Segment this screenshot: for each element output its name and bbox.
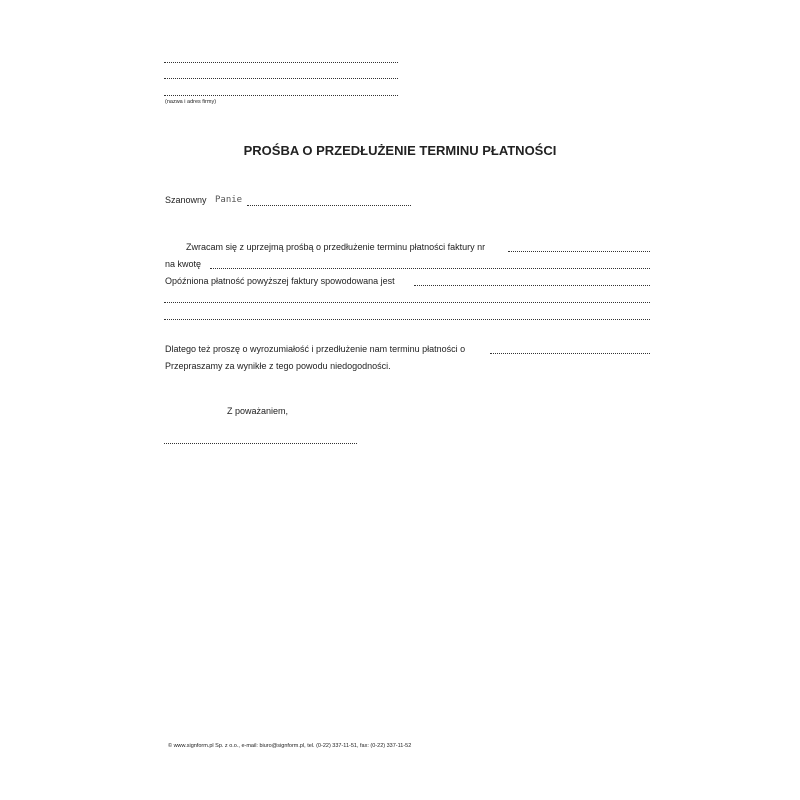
body-line-reason: Opóźniona płatność powyższej faktury spowodowana jest	[165, 276, 395, 286]
document-title: PROŚBA O PRZEDŁUŻENIE TERMINU PŁATNOŚCI	[243, 143, 557, 158]
company-line-2[interactable]	[164, 78, 398, 79]
reason-line-1[interactable]	[414, 285, 650, 286]
salutation-label: Szanowny	[165, 195, 207, 205]
salutation-line[interactable]	[247, 205, 411, 206]
closing: Z poważaniem,	[227, 406, 289, 416]
footer-text: © www.signform.pl Sp. z o.o., e-mail: biuro@signform.pl, tel. (0-22) 337-11-51, fax: (0-22) 337-11-52	[168, 743, 412, 749]
invoice-number-line[interactable]	[508, 251, 650, 252]
salutation-field-value[interactable]: Panie	[215, 195, 243, 205]
company-line-3[interactable]	[164, 95, 398, 96]
body-line-amount: na kwotę	[165, 259, 202, 269]
body-line-extension: Dlatego też proszę o wyrozumiałość i przedłużenie nam terminu płatności o	[165, 344, 466, 354]
company-caption: (nazwa i adres firmy)	[165, 99, 217, 105]
signature-line[interactable]	[164, 443, 357, 444]
company-line-1[interactable]	[164, 62, 398, 63]
extension-line[interactable]	[490, 353, 650, 354]
body-line-invoice-number: Zwracam się z uprzejmą prośbą o przedłużenie terminu płatności faktury nr	[186, 242, 486, 252]
reason-line-3[interactable]	[164, 319, 650, 320]
body-line-apology: Przepraszamy za wynikłe z tego powodu niedogodności.	[165, 361, 391, 371]
amount-line[interactable]	[210, 268, 650, 269]
reason-line-2[interactable]	[164, 302, 650, 303]
